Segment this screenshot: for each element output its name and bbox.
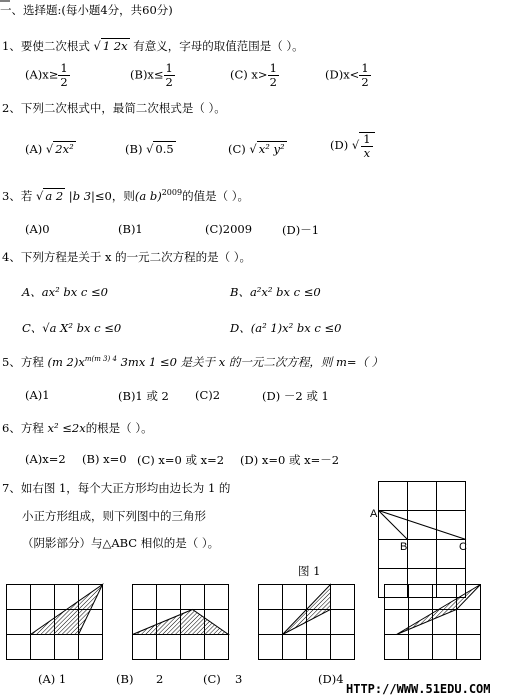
q3-abs-expr: b 3: [72, 189, 92, 203]
q1-option-c-den: 2: [269, 75, 277, 89]
q1-option-a-fraction: [58, 62, 69, 89]
option-c-figure: [258, 584, 358, 662]
section-title: 一、选择题:(每小题4分，共60分): [0, 3, 173, 17]
q1-option-a-num: 1: [60, 61, 68, 75]
q2-option-d: (D) √ $\frac{1}{x}$: [330, 132, 375, 160]
q7-line-3: （阴影部分）与△ABC 相似的是（ ）。: [22, 536, 220, 550]
q7-option-b-label: (B): [116, 672, 134, 686]
q2-stem: 下列二次根式中，最简二次根式是（ ）。: [20, 101, 226, 115]
question-4: [2, 249, 251, 265]
figure-1-caption: 图 1: [298, 564, 321, 578]
q1-option-b: [130, 62, 175, 89]
q6-stem-post: 的根是（ ）。: [85, 421, 153, 435]
q3-number: 3、: [2, 189, 21, 203]
q2-number: 2、: [2, 101, 21, 115]
q6-equation: x² ≤2x: [47, 421, 86, 435]
site-watermark: HTTP://WWW.51EDU.COM: [346, 682, 491, 696]
q1-option-b-num: 1: [165, 61, 173, 75]
q1-option-c-num: 1: [269, 61, 277, 75]
q2-option-b-expr: 0.5: [155, 142, 174, 156]
q1-option-a: [25, 62, 70, 89]
q1-option-d-label: (D)x<: [325, 67, 360, 82]
figure-1-label-c: C: [459, 541, 467, 553]
q2-option-d-num: 1: [363, 132, 371, 146]
q4-option-d: D、(a² 1)x² bx c ≤0: [230, 321, 342, 335]
q6-option-c: (C) x=0 或 x=2: [137, 453, 225, 467]
question-2: [2, 100, 226, 116]
q2-option-d-fraction: [359, 132, 374, 160]
q1-option-d-fraction: [359, 62, 370, 89]
q6-option-b: (B) x=0: [82, 452, 127, 466]
q4-option-b: B、a²x² bx c ≤0: [230, 285, 321, 299]
q5-stem-post: 3mx 1 ≤0 是关于 x 的一元二次方程，则 m=（ ）: [116, 355, 384, 369]
section-marker: [0, 0, 10, 4]
q1-option-d-num: 1: [361, 61, 369, 75]
question-1: [2, 38, 304, 54]
q5-exponent: m(m 3) 4: [84, 355, 117, 364]
q6-number: 6、: [2, 421, 21, 435]
q2-option-b: (B) √ 0.5: [125, 142, 174, 156]
q4-stem: 下列方程是关于 x 的一元二次方程的是（ ）。: [20, 250, 252, 264]
q4-option-a: A、ax² bx c ≤0: [22, 285, 108, 299]
q7-number: 7、: [2, 481, 21, 495]
q2-option-d-den: x: [363, 146, 371, 160]
q1-number: 1、: [2, 39, 21, 53]
q2-option-a-expr: 2x²: [55, 142, 74, 156]
q5-option-c: (C)2: [195, 388, 221, 402]
q1-option-b-den: 2: [165, 75, 173, 89]
q2-option-b-label: (B): [125, 142, 143, 156]
q3-radicand: a 2: [45, 189, 64, 203]
q3-exponent: 2009: [161, 188, 183, 198]
q3-stem-mid: ≤0，则: [94, 189, 135, 203]
option-a-figure: [6, 584, 106, 662]
q3-power-base: (a b): [134, 189, 162, 203]
q3-stem-post: 的值是（ ）。: [182, 189, 249, 203]
q1-option-d-den: 2: [361, 75, 369, 89]
q1-option-c: [230, 62, 279, 89]
q2-option-c: (C) √ x² y²: [228, 142, 285, 156]
q3-option-a: (A)0: [25, 222, 50, 236]
q5-option-a: (A)1: [25, 388, 50, 402]
q7-option-c-label: (C): [203, 672, 221, 686]
option-b-figure: [132, 584, 232, 662]
q3-option-b: (B)1: [118, 222, 143, 236]
q7-option-a-label: (A) 1: [38, 672, 67, 686]
q1-stem-pre: 要使二次根式: [20, 39, 90, 53]
q7-line-2: 小正方形组成，则下列图中的三角形: [22, 509, 206, 523]
q4-number: 4、: [2, 250, 21, 264]
figure-1-label-a: A: [370, 508, 378, 520]
q3-option-c: (C)2009: [205, 222, 253, 236]
q2-option-a-label: (A): [25, 142, 43, 156]
question-7: [2, 480, 230, 496]
figure-1-grid: [378, 481, 468, 601]
q1-option-c-label: (C) x>: [230, 67, 268, 82]
q1-option-c-fraction: [268, 62, 279, 89]
q6-stem-pre: 方程: [20, 421, 44, 435]
q3-stem-pre: 若: [20, 189, 33, 203]
question-3: 3、若 √ a 2 |b 3|≤0，则(a b)$^{2009}$的值是（ ）。: [2, 188, 249, 203]
q2-option-c-label: (C): [228, 142, 246, 156]
q7-option-b-number: 2: [156, 672, 164, 686]
figure-1-label-b: B: [400, 541, 408, 553]
q1-option-b-fraction: [164, 62, 175, 89]
q7-option-c-number: 3: [235, 672, 243, 686]
q5-option-d: (D) －2 或 1: [262, 389, 329, 403]
q5-number: 5、: [2, 355, 21, 369]
question-5: [2, 354, 383, 370]
q6-option-a: (A)x=2: [25, 452, 66, 466]
option-d-figure: [384, 584, 484, 662]
q1-option-d: [325, 62, 371, 89]
q5-stem-pre: 方程: [20, 355, 44, 369]
q1-option-a-den: 2: [60, 75, 68, 89]
q1-radical: √ 1 2x: [93, 39, 128, 53]
q2-option-d-label: (D): [330, 138, 349, 152]
q2-option-c-expr: x² y²: [258, 142, 285, 156]
q6-option-d: (D) x=0 或 x=－2: [240, 453, 340, 467]
q1-option-a-label: (A)x≥: [25, 67, 59, 82]
q7-option-d-label: (D)4: [318, 672, 344, 686]
question-6: [2, 420, 153, 436]
q5-option-b: (B)1 或 2: [118, 389, 169, 403]
q7-line-1: 如右图 1，每个大正方形均由边长为 1 的: [20, 481, 231, 495]
q3-option-d: (D)－1: [282, 223, 320, 237]
q1-option-b-label: (B)x≤: [130, 67, 164, 82]
q5-base: (m 2)x: [47, 355, 85, 369]
q1-stem-post: 有意义，字母的取值范围是（ ）。: [133, 39, 304, 53]
q4-option-c: C、√a X² bx c ≤0: [22, 321, 122, 335]
q2-option-a: (A) √ 2x²: [25, 142, 74, 156]
q1-radicand: 1 2x: [102, 39, 128, 53]
